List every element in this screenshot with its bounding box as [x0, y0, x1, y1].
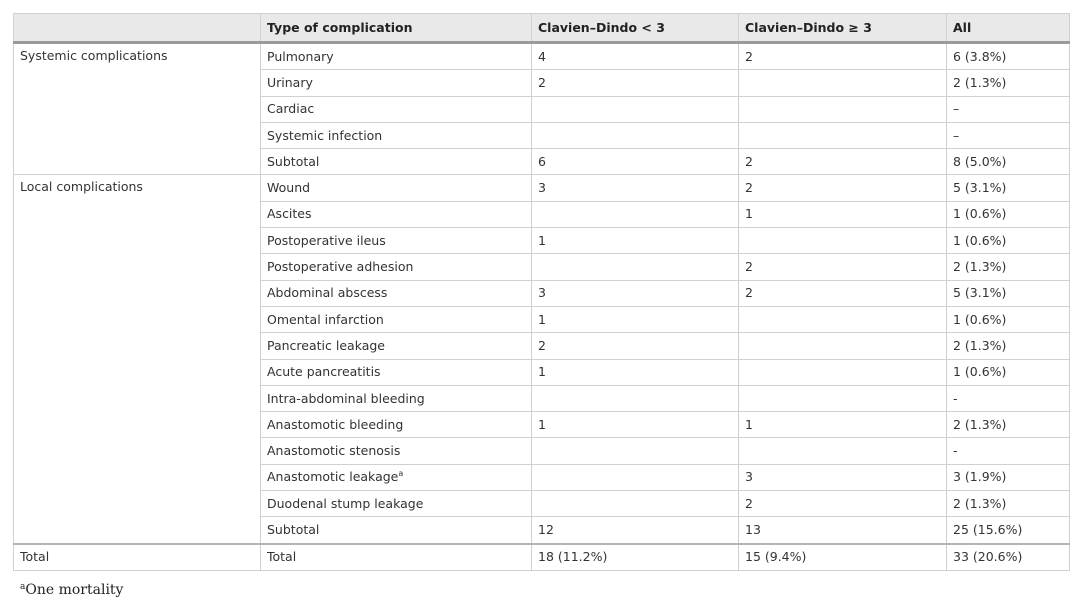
cd-ge3-cell: 2 [739, 175, 947, 201]
cd-ge3-cell: 13 [739, 517, 947, 544]
cd-lt3-cell [532, 464, 739, 490]
cd-ge3-cell: 2 [739, 43, 947, 70]
table-row [14, 175, 1070, 201]
all-cell: - [947, 385, 1070, 411]
header-category [14, 14, 261, 43]
all-cell: 1 (0.6%) [947, 228, 1070, 254]
all-cell: 2 (1.3%) [947, 70, 1070, 96]
cd-lt3-cell: 1 [532, 359, 739, 385]
all-cell: – [947, 122, 1070, 148]
complication-type-cell: Ascites [261, 201, 532, 227]
cd-ge3-cell [739, 228, 947, 254]
cd-lt3-cell: 2 [532, 70, 739, 96]
total-row [14, 544, 1070, 571]
cd-ge3-cell [739, 122, 947, 148]
cd-lt3-cell: 6 [532, 149, 739, 175]
header-row [14, 14, 1070, 43]
cd-lt3-cell [532, 254, 739, 280]
complication-type-cell: Cardiac [261, 96, 532, 122]
complication-type-cell: Postoperative ileus [261, 228, 532, 254]
all-cell: 2 (1.3%) [947, 491, 1070, 517]
cd-ge3-cell [739, 70, 947, 96]
footnote-text: One mortality [25, 582, 124, 598]
all-cell: 1 (0.6%) [947, 306, 1070, 332]
complication-type-cell: Pancreatic leakage [261, 333, 532, 359]
cd-lt3-cell [532, 491, 739, 517]
total-type-cell: Total [261, 544, 532, 571]
all-cell: 2 (1.3%) [947, 412, 1070, 438]
cd-lt3-cell: 3 [532, 175, 739, 201]
complication-type-cell: Wound [261, 175, 532, 201]
cd-ge3-cell [739, 333, 947, 359]
table-row [14, 43, 1070, 70]
all-cell: 1 (0.6%) [947, 359, 1070, 385]
cd-lt3-cell [532, 96, 739, 122]
complication-type-cell: Omental infarction [261, 306, 532, 332]
group-label-cell: Local complications [14, 175, 261, 544]
footnote [20, 582, 123, 598]
complication-label: Anastomotic leakage [267, 469, 399, 485]
cd-lt3-cell: 2 [532, 333, 739, 359]
header-cd-lt3: Clavien–Dindo < 3 [532, 14, 739, 43]
all-cell: 1 (0.6%) [947, 201, 1070, 227]
cd-lt3-cell [532, 201, 739, 227]
complication-type-cell: Acute pancreatitis [261, 359, 532, 385]
footnote-marker: a [398, 469, 404, 479]
complication-type-cell [261, 464, 532, 490]
cd-ge3-cell: 1 [739, 201, 947, 227]
all-cell: 5 (3.1%) [947, 175, 1070, 201]
cd-ge3-cell: 2 [739, 491, 947, 517]
all-cell: - [947, 438, 1070, 464]
footnote-marker: a [20, 582, 26, 592]
group-label-cell: Systemic complications [14, 43, 261, 175]
complication-type-cell: Abdominal abscess [261, 280, 532, 306]
cd-ge3-cell [739, 438, 947, 464]
cd-lt3-cell: 12 [532, 517, 739, 544]
all-cell: – [947, 96, 1070, 122]
cd-lt3-cell: 1 [532, 412, 739, 438]
all-cell: 8 (5.0%) [947, 149, 1070, 175]
all-cell: 2 (1.3%) [947, 333, 1070, 359]
cd-ge3-cell: 2 [739, 254, 947, 280]
cd-lt3-cell: 1 [532, 306, 739, 332]
total-label-cell: Total [14, 544, 261, 571]
total-cd-ge3-cell: 15 (9.4%) [739, 544, 947, 571]
complication-type-cell: Systemic infection [261, 122, 532, 148]
complication-type-cell: Urinary [261, 70, 532, 96]
complication-type-cell: Pulmonary [261, 43, 532, 70]
cd-ge3-cell [739, 385, 947, 411]
cd-lt3-cell [532, 385, 739, 411]
header-type: Type of complication [261, 14, 532, 43]
table-body [14, 43, 1070, 571]
cd-lt3-cell [532, 438, 739, 464]
table-header [14, 14, 1070, 43]
cd-ge3-cell: 3 [739, 464, 947, 490]
header-all: All [947, 14, 1070, 43]
all-cell: 25 (15.6%) [947, 517, 1070, 544]
complication-type-cell: Intra-abdominal bleeding [261, 385, 532, 411]
complication-type-cell: Postoperative adhesion [261, 254, 532, 280]
complication-type-cell: Anastomotic stenosis [261, 438, 532, 464]
cd-lt3-cell: 3 [532, 280, 739, 306]
all-cell: 2 (1.3%) [947, 254, 1070, 280]
cd-ge3-cell [739, 359, 947, 385]
cd-lt3-cell: 1 [532, 228, 739, 254]
header-cd-ge3: Clavien–Dindo ≥ 3 [739, 14, 947, 43]
all-cell: 5 (3.1%) [947, 280, 1070, 306]
cd-ge3-cell [739, 306, 947, 332]
cd-ge3-cell: 1 [739, 412, 947, 438]
all-cell: 3 (1.9%) [947, 464, 1070, 490]
cd-lt3-cell: 4 [532, 43, 739, 70]
complication-type-cell: Subtotal [261, 149, 532, 175]
cd-lt3-cell [532, 122, 739, 148]
cd-ge3-cell: 2 [739, 149, 947, 175]
total-all-cell: 33 (20.6%) [947, 544, 1070, 571]
all-cell: 6 (3.8%) [947, 43, 1070, 70]
complication-type-cell: Duodenal stump leakage [261, 491, 532, 517]
complication-type-cell: Subtotal [261, 517, 532, 544]
total-cd-lt3-cell: 18 (11.2%) [532, 544, 739, 571]
cd-ge3-cell: 2 [739, 280, 947, 306]
complications-table [13, 13, 1070, 571]
complication-type-cell: Anastomotic bleeding [261, 412, 532, 438]
cd-ge3-cell [739, 96, 947, 122]
